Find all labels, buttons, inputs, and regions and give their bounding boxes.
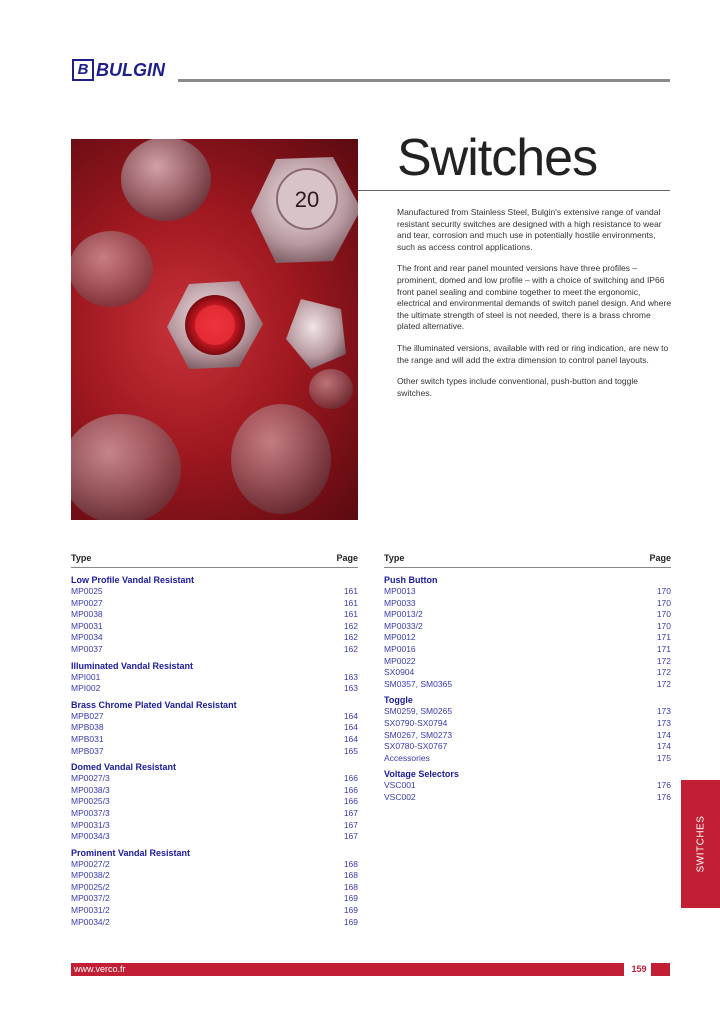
index-section [384,694,671,764]
row-page: 169 [343,893,358,904]
row-type: MP0027 [71,597,103,608]
section-title: Brass Chrome Plated Vandal Resistant [71,699,237,710]
row-type: MP0031 [71,620,103,631]
row-page: 162 [343,632,358,643]
index-row[interactable] [384,644,671,656]
sections [71,574,358,928]
index-row[interactable] [384,598,671,610]
index-row[interactable] [384,792,671,804]
row-type: MP0016 [384,643,416,654]
row-type: SM0267, SM0273 [384,729,453,740]
index-row[interactable] [384,621,671,633]
row-type: MP0034/2 [71,916,110,927]
row-type: VSC001 [384,780,416,791]
row-page: 167 [343,831,358,842]
row-page: 175 [656,752,671,763]
index-section [384,768,671,803]
index-row[interactable] [71,746,358,758]
row-type: MP0027/2 [71,858,110,869]
row-type: MP0037/2 [71,893,110,904]
intro-paragraph: The illuminated versions, available with red or ring indication, are new to the range and will add the extra dimension to control panel layouts. [397,342,669,365]
section-title: Prominent Vandal Resistant [71,847,191,858]
row-page: 168 [343,870,358,881]
section-title: Illuminated Vandal Resistant [71,660,194,671]
row-page: 166 [343,796,358,807]
index-row[interactable] [71,644,358,656]
index-row[interactable] [71,820,358,832]
intro-text [397,207,672,409]
row-type: MP0038/3 [71,784,110,795]
index-row[interactable] [71,586,358,598]
row-type: MPB031 [71,733,104,744]
index-row[interactable] [71,796,358,808]
index-row[interactable] [71,893,358,905]
switches-photo-illustration [71,139,358,520]
index-row[interactable] [384,718,671,730]
index-section [71,574,358,656]
row-type: MP0025/3 [71,796,110,807]
row-type: MP0034 [71,632,103,643]
row-type: MP0031/3 [71,819,110,830]
page-title: Switches [397,129,598,187]
section-title: Low Profile Vandal Resistant [71,575,195,585]
row-type: MP0033/2 [384,620,423,631]
row-page: 167 [343,819,358,830]
row-page: 171 [656,632,671,643]
product-photo [71,139,358,520]
row-type: MP0027/3 [71,773,110,784]
row-type: MP0038 [71,609,103,620]
index-row[interactable] [71,785,358,797]
row-page: 169 [343,916,358,927]
row-type: SX0904 [384,667,415,678]
row-page: 164 [343,710,358,721]
row-page: 163 [343,683,358,694]
index-section [71,847,358,929]
row-page: 172 [656,678,671,689]
index-section [71,699,358,757]
index-row[interactable] [71,632,358,644]
row-page: 174 [656,729,671,740]
row-page: 166 [343,784,358,795]
row-type: SM0259, SM0265 [384,706,453,717]
index-row[interactable] [384,679,671,691]
index-section [71,761,358,843]
table-header [71,553,358,568]
row-type: MP0031/2 [71,905,110,916]
index-row[interactable] [71,859,358,871]
row-page: 173 [656,717,671,728]
footer-bar [71,963,624,976]
row-page: 168 [343,881,358,892]
intro-paragraph: The front and rear panel mounted versions have three profiles – prominent, domed and low profile – with a choice of switching and IP66 front panel sealing and combine together to meet the ergonomic, electrical and environmental demands of switch panel design. And where the ultimate strength of steel is not needed, there is a brass chrome plated alternative. [397,263,672,332]
row-type: MP0033 [384,597,416,608]
index-row[interactable] [71,773,358,785]
index-row[interactable] [71,882,358,894]
index-row[interactable] [71,917,358,929]
row-page: 162 [343,620,358,631]
row-type: MP0022 [384,655,416,666]
index-row[interactable] [384,667,671,679]
logo-badge: B [72,59,94,81]
section-title: Push Button [384,575,438,585]
row-type: MP0037/3 [71,807,110,818]
row-type: MPB027 [71,710,104,721]
bulgin-logo [72,59,165,81]
row-page: 164 [343,722,358,733]
header-page: Page [336,553,358,563]
left-index-table [71,553,358,932]
index-row[interactable] [384,609,671,621]
row-page: 170 [656,597,671,608]
row-page: 176 [656,791,671,802]
row-page: 168 [343,858,358,869]
row-type: MP0013/2 [384,609,423,620]
table-header [384,553,671,568]
title-rule [358,190,670,191]
row-type: MPI002 [71,683,101,694]
index-row[interactable] [71,672,358,684]
row-type: MP0037 [71,643,103,654]
index-row[interactable] [71,722,358,734]
header-rule [178,79,670,82]
index-row[interactable] [384,780,671,792]
side-tab-label: SWITCHES [695,815,706,873]
row-page: 172 [656,667,671,678]
photo-switch-label: 20 [294,187,320,212]
sections [384,574,671,804]
row-page: 172 [656,655,671,666]
index-row[interactable] [384,656,671,668]
section-side-tab[interactable] [681,780,720,908]
index-row[interactable] [71,683,358,695]
row-page: 170 [656,620,671,631]
header-type: Type [384,553,405,563]
index-row[interactable] [71,905,358,917]
logo-text: BULGIN [96,59,165,80]
row-page: 162 [343,643,358,654]
row-type: SX0790-SX0794 [384,717,448,728]
intro-paragraph: Other switch types include conventional, push-button and toggle switches. [397,376,638,398]
header-type: Type [71,553,92,563]
row-page: 165 [343,745,358,756]
row-page: 167 [343,807,358,818]
row-type: SM0357, SM0365 [384,678,453,689]
row-type: SX0780-SX0767 [384,741,448,752]
row-page: 164 [343,733,358,744]
row-type: MP0025 [71,586,103,596]
section-title: Toggle [384,695,413,706]
row-type: MP0012 [384,632,416,643]
index-row[interactable] [384,730,671,742]
index-row[interactable] [71,609,358,621]
footer-end-block [651,963,670,976]
row-type: MP0034/3 [71,831,110,842]
index-row[interactable] [384,586,671,598]
row-page: 170 [656,586,671,596]
index-row[interactable] [71,870,358,882]
row-page: 161 [343,609,358,620]
index-row[interactable] [71,621,358,633]
index-section [384,574,671,690]
row-type: MPB038 [71,722,104,733]
header-page: Page [649,553,671,563]
row-page: 174 [656,741,671,752]
row-page: 161 [343,586,358,596]
row-page: 163 [343,671,358,682]
index-row[interactable] [71,711,358,723]
row-page: 169 [343,905,358,916]
row-type: VSC002 [384,791,416,802]
row-page: 176 [656,780,671,791]
section-title: Domed Vandal Resistant [71,762,177,773]
index-row[interactable] [71,598,358,610]
index-section [71,660,358,695]
row-type: Accessories [384,752,430,763]
row-type: MP0038/2 [71,870,110,881]
row-page: 170 [656,609,671,620]
intro-paragraph: Manufactured from Stainless Steel, Bulgin's extensive range of vandal resistant security switches are designed with a high resistance to wear and tear, corrosion and much use in potentially hostile environments, such as access control applications. [397,207,662,252]
row-type: MPI001 [71,671,101,682]
footer-url[interactable]: www.verco.fr [74,964,126,974]
section-title: Voltage Selectors [384,769,459,780]
row-page: 166 [343,773,358,784]
index-row[interactable] [71,734,358,746]
right-index-table [384,553,671,808]
index-row[interactable] [71,808,358,820]
page-number: 159 [631,964,647,974]
row-page: 173 [656,706,671,717]
index-row[interactable] [384,741,671,753]
row-page: 171 [656,643,671,654]
row-type: MPB037 [71,745,104,756]
index-row[interactable] [384,632,671,644]
row-type: MP0025/2 [71,881,110,892]
index-row[interactable] [384,706,671,718]
index-row[interactable] [71,831,358,843]
row-page: 161 [343,597,358,608]
index-row[interactable] [384,753,671,765]
row-type: MP0013 [384,586,416,596]
